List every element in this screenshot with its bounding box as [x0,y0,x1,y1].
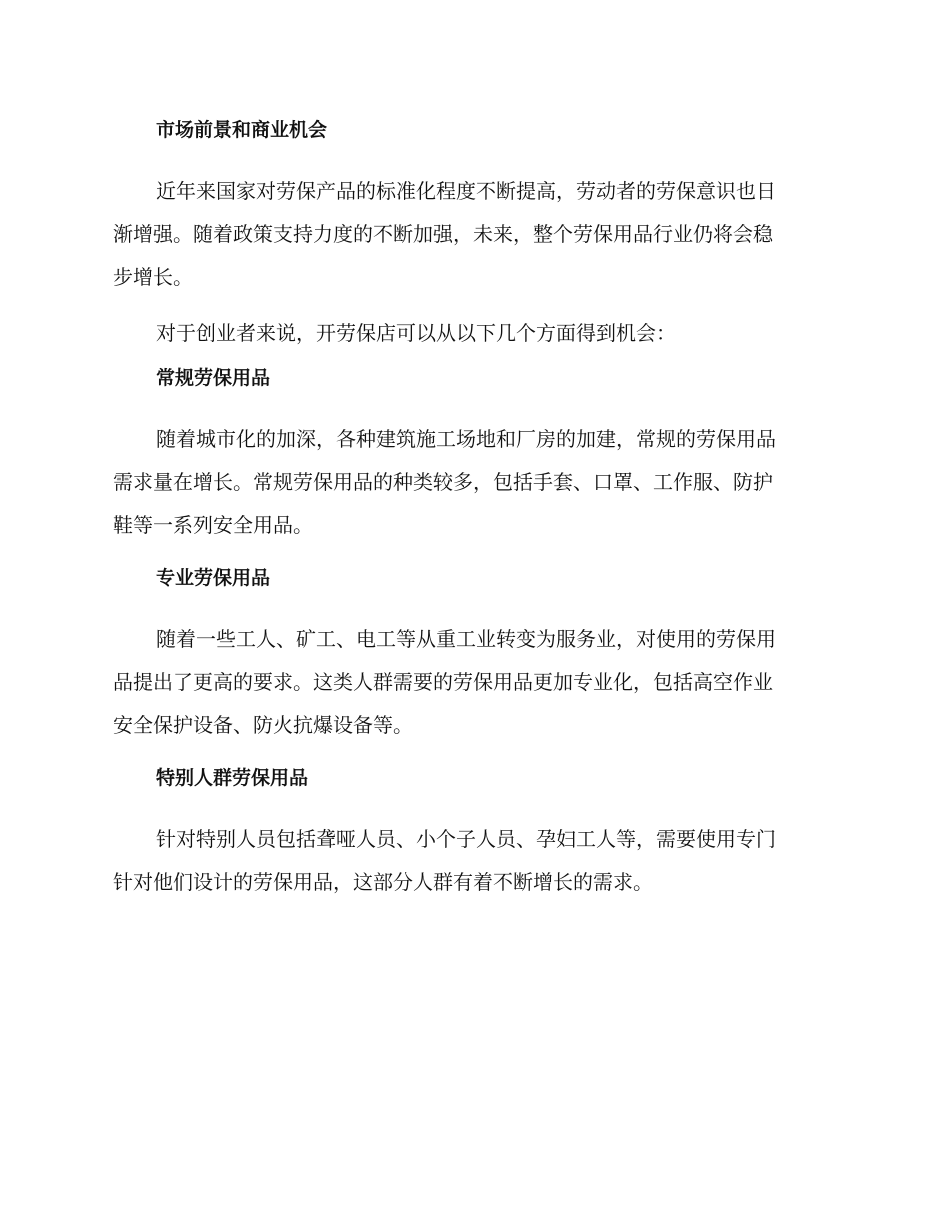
paragraph-line: 安全保护设备、防火抗爆设备等。 [113,713,413,737]
paragraph-line: 对于创业者来说，开劳保店可以从以下几个方面得到机会： [156,321,676,345]
section-heading: 市场前景和商业机会 [156,119,328,141]
paragraph-line: 步增长。 [113,265,193,289]
paragraph-line: 针对特别人员包括聋哑人员、小个子人员、孕妇工人等，需要使用专门 [156,827,776,851]
paragraph [113,618,831,747]
paragraph-line: 品提出了更高的要求。这类人群需要的劳保用品更加专业化，包括高空作业 [113,670,773,694]
paragraph-line: 随着城市化的加深，各种建筑施工场地和厂房的加建，常规的劳保用品 [156,427,776,451]
paragraph [113,312,831,355]
paragraph-line: 鞋等一系列安全用品。 [113,513,313,537]
section-heading: 特别人群劳保用品 [156,767,309,789]
paragraph-line: 随着一些工人、矿工、电工等从重工业转变为服务业，对使用的劳保用 [156,627,776,651]
paragraph [113,418,831,547]
section-heading: 常规劳保用品 [156,367,271,389]
paragraph [113,818,831,904]
paragraph-line: 针对他们设计的劳保用品，这部分人群有着不断增长的需求。 [113,870,653,894]
paragraph-line: 渐增强。随着政策支持力度的不断加强，未来，整个劳保用品行业仍将会稳 [113,222,773,246]
section-heading: 专业劳保用品 [156,567,271,589]
document-page [113,112,831,917]
paragraph [113,170,831,299]
paragraph-line: 近年来国家对劳保产品的标准化程度不断提高，劳动者的劳保意识也日 [156,179,776,203]
paragraph-line: 需求量在增长。常规劳保用品的种类较多，包括手套、口罩、工作服、防护 [113,470,773,494]
